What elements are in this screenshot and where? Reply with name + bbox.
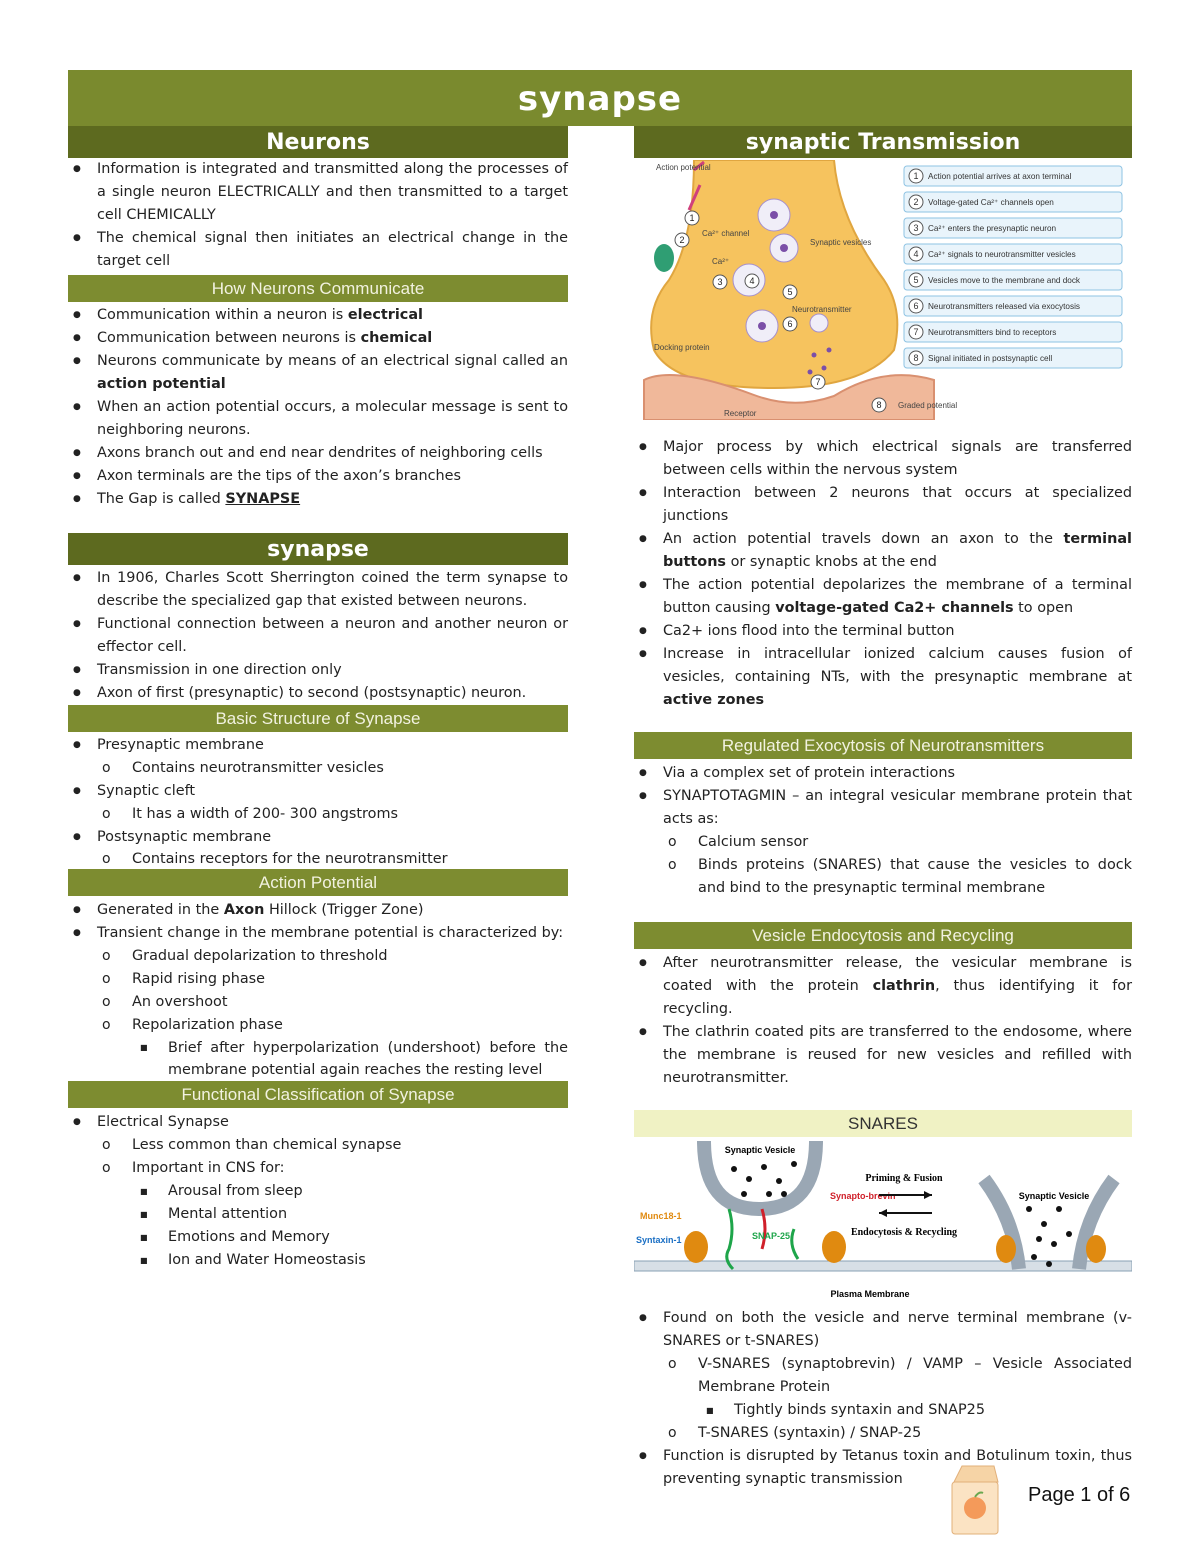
list-item: ● Generated in the Axon Hillock (Trigger Zone): [68, 899, 568, 922]
list-item: ● Transmission in one direction only: [68, 659, 568, 682]
fig1-label: Neurotransmitter: [792, 305, 852, 314]
list-item: ● An action potential travels down an axon to the terminal buttons or synaptic knobs at the end: [634, 528, 1132, 574]
page-title: synapse: [68, 70, 1132, 126]
list-item: ● Axon of first (presynaptic) to second (postsynaptic) neuron.: [68, 682, 568, 705]
list-item: ● Presynaptic membrane: [68, 734, 568, 757]
basic-structure-header: Basic Structure of Synapse: [68, 705, 568, 732]
svg-text:2: 2: [913, 197, 919, 207]
fig2-label: SNAP-25: [752, 1231, 791, 1241]
fig1-label: Ca²⁺: [712, 257, 730, 266]
transmission-list: [634, 436, 1132, 712]
svg-text:1: 1: [913, 171, 919, 181]
list-item: ● In 1906, Charles Scott Sherrington coined the term synapse to describe the specialized gap that existed between neurons.: [68, 567, 568, 613]
svg-text:2: 2: [679, 235, 685, 245]
how-neurons-communicate-header: How Neurons Communicate: [68, 275, 568, 302]
svg-text:5: 5: [913, 275, 919, 285]
synapse-list: [68, 567, 568, 705]
functional-list: [68, 1111, 568, 1272]
right-column: [634, 126, 1132, 1491]
svg-text:8: 8: [876, 400, 882, 410]
svg-text:8: 8: [913, 353, 919, 363]
svg-text:3: 3: [717, 277, 723, 287]
svg-text:4: 4: [913, 249, 919, 259]
fig1-label: Graded potential: [898, 401, 958, 410]
milk-carton-icon: [944, 1462, 1006, 1538]
list-item: ● Increase in intracellular ionized calcium causes fusion of vesicles, containing NTs, with the presynaptic membrane at active zones: [634, 643, 1132, 712]
list-item: ● Found on both the vesicle and nerve terminal membrane (v-SNARES or t-SNARES): [634, 1307, 1132, 1353]
fig1-step: Ca²⁺ signals to neurotransmitter vesicles: [928, 250, 1076, 259]
svg-text:3: 3: [913, 223, 919, 233]
list-item: ● Information is integrated and transmitted along the processes of a single neuron ELECTRICALLY and then transmitted to a target cell CHEMICALLY: [68, 158, 568, 227]
sub-list-item: o T-SNARES (syntaxin) / SNAP-25: [634, 1422, 1132, 1445]
neurons-list: [68, 158, 568, 273]
fig1-label: Docking protein: [654, 343, 710, 352]
fig2-label: Synaptic Vesicle: [724, 1145, 796, 1155]
page-footer: [944, 1462, 1144, 1538]
fig1-step: Voltage-gated Ca²⁺ channels open: [928, 198, 1054, 207]
structure-list: [68, 734, 568, 869]
endocytosis-list: [634, 952, 1132, 1090]
snares-header: SNARES: [634, 1110, 1132, 1137]
exocytosis-list: [634, 762, 1132, 900]
sub-sub-list-item: ■ Arousal from sleep: [68, 1180, 568, 1203]
action-potential-list: [68, 899, 568, 1081]
sub-sub-list-item: ■ Mental attention: [68, 1203, 568, 1226]
svg-text:7: 7: [815, 377, 821, 387]
synaptic-transmission-header: synaptic Transmission: [634, 126, 1132, 158]
svg-text:6: 6: [787, 319, 793, 329]
fig1-step: Neurotransmitters bind to receptors: [928, 328, 1057, 337]
sub-sub-list-item: ■ Brief after hyperpolarization (undershoot) before the membrane potential again reaches the resting level: [68, 1037, 568, 1081]
svg-text:4: 4: [749, 276, 755, 286]
page-number: Page 1 of 6: [1028, 1484, 1131, 1506]
list-item: ● Communication within a neuron is electrical: [68, 304, 568, 327]
regulated-exocytosis-header: Regulated Exocytosis of Neurotransmitters: [634, 732, 1132, 759]
fig2-label: Priming & Fusion: [865, 1173, 943, 1184]
fig2-label: Munc18-1: [640, 1211, 682, 1221]
list-item: ● The Gap is called SYNAPSE: [68, 488, 568, 511]
list-item: ● The action potential depolarizes the membrane of a terminal button causing voltage-gated Ca2+ channels to open: [634, 574, 1132, 620]
list-item: ● Function is disrupted by Tetanus toxin and Botulinum toxin, thus preventing synaptic transmission: [634, 1445, 1132, 1491]
sub-list-item: o It has a width of 200- 300 angstroms: [68, 803, 568, 826]
sub-list-item: o V-SNARES (synaptobrevin) / VAMP – Vesicle Associated Membrane Protein: [634, 1353, 1132, 1399]
list-item: ● When an action potential occurs, a molecular message is sent to neighboring neurons.: [68, 396, 568, 442]
svg-text:1: 1: [689, 213, 695, 223]
list-item: ● Transient change in the membrane potential is characterized by:: [68, 922, 568, 945]
fig2-label: Plasma Membrane: [830, 1289, 910, 1299]
list-item: ● Axon terminals are the tips of the axon’s branches: [68, 465, 568, 488]
list-item: ● After neurotransmitter release, the vesicular membrane is coated with the protein clathrin, thus identifying it for recycling.: [634, 952, 1132, 1021]
list-item: ● Interaction between 2 neurons that occurs at specialized junctions: [634, 482, 1132, 528]
list-item: ● Postsynaptic membrane: [68, 826, 568, 849]
fig1-label: Synaptic vesicles: [810, 238, 872, 247]
snares-figure: [634, 1139, 1132, 1301]
vesicle-endocytosis-header: Vesicle Endocytosis and Recycling: [634, 922, 1132, 949]
sub-sub-list-item: ■ Tightly binds syntaxin and SNAP25: [634, 1399, 1132, 1422]
list-item: ● The clathrin coated pits are transferred to the endosome, where the membrane is reused for new vesicles and refilled with neurotransmitter.: [634, 1021, 1132, 1090]
list-item: ● Functional connection between a neuron and another neuron or effector cell.: [68, 613, 568, 659]
svg-text:6: 6: [913, 301, 919, 311]
list-item: ● Synaptic cleft: [68, 780, 568, 803]
list-item: ● Via a complex set of protein interactions: [634, 762, 1132, 785]
list-item: ● SYNAPTOTAGMIN – an integral vesicular membrane protein that acts as:: [634, 785, 1132, 831]
fig1-step: Vesicles move to the membrane and dock: [928, 276, 1081, 285]
list-item: ● Ca2+ ions flood into the terminal button: [634, 620, 1132, 643]
fig1-step: Ca²⁺ enters the presynaptic neuron: [928, 224, 1057, 233]
list-item: ● Electrical Synapse: [68, 1111, 568, 1134]
fig2-label: Syntaxin-1: [636, 1235, 682, 1245]
list-item: ● Axons branch out and end near dendrites of neighboring cells: [68, 442, 568, 465]
sub-list-item: o Less common than chemical synapse: [68, 1134, 568, 1157]
sub-list-item: o Repolarization phase: [68, 1014, 568, 1037]
fig1-step: Neurotransmitters released via exocytosis: [928, 302, 1080, 311]
synapse-header: synapse: [68, 533, 568, 565]
synaptic-transmission-figure: [634, 160, 1132, 420]
list-item: ● Major process by which electrical signals are transferred between cells within the nervous system: [634, 436, 1132, 482]
sub-list-item: o Gradual depolarization to threshold: [68, 945, 568, 968]
sub-sub-list-item: ■ Emotions and Memory: [68, 1226, 568, 1249]
list-item: ● Neurons communicate by means of an electrical signal called an action potential: [68, 350, 568, 396]
sub-list-item: o Contains neurotransmitter vesicles: [68, 757, 568, 780]
svg-text:5: 5: [787, 287, 793, 297]
fig2-label: Synapto-brevin: [830, 1191, 896, 1201]
fig1-label: Ca²⁺ channel: [702, 229, 750, 238]
neurons-header: Neurons: [68, 126, 568, 158]
sub-list-item: o Binds proteins (SNARES) that cause the vesicles to dock and bind to the presynaptic terminal membrane: [634, 854, 1132, 900]
left-column: [68, 126, 568, 1272]
fig2-label: Endocytosis & Recycling: [850, 1227, 958, 1238]
communicate-list: [68, 304, 568, 511]
sub-list-item: o Important in CNS for:: [68, 1157, 568, 1180]
list-item: ● The chemical signal then initiates an electrical change in the target cell: [68, 227, 568, 273]
functional-classification-header: Functional Classification of Synapse: [68, 1081, 568, 1108]
sub-list-item: o Rapid rising phase: [68, 968, 568, 991]
fig1-step: Action potential arrives at axon terminal: [928, 172, 1072, 181]
fig1-label: Receptor: [724, 409, 757, 418]
sub-list-item: o An overshoot: [68, 991, 568, 1014]
sub-list-item: o Contains receptors for the neurotransmitter: [68, 849, 568, 869]
fig1-step: Signal initiated in postsynaptic cell: [928, 354, 1053, 363]
svg-text:7: 7: [913, 327, 919, 337]
fig2-label: Synaptic Vesicle: [1018, 1191, 1090, 1201]
sub-sub-list-item: ■ Ion and Water Homeostasis: [68, 1249, 568, 1272]
action-potential-header: Action Potential: [68, 869, 568, 896]
list-item: ● Communication between neurons is chemical: [68, 327, 568, 350]
sub-list-item: o Calcium sensor: [634, 831, 1132, 854]
fig1-label: Action potential: [656, 163, 711, 172]
